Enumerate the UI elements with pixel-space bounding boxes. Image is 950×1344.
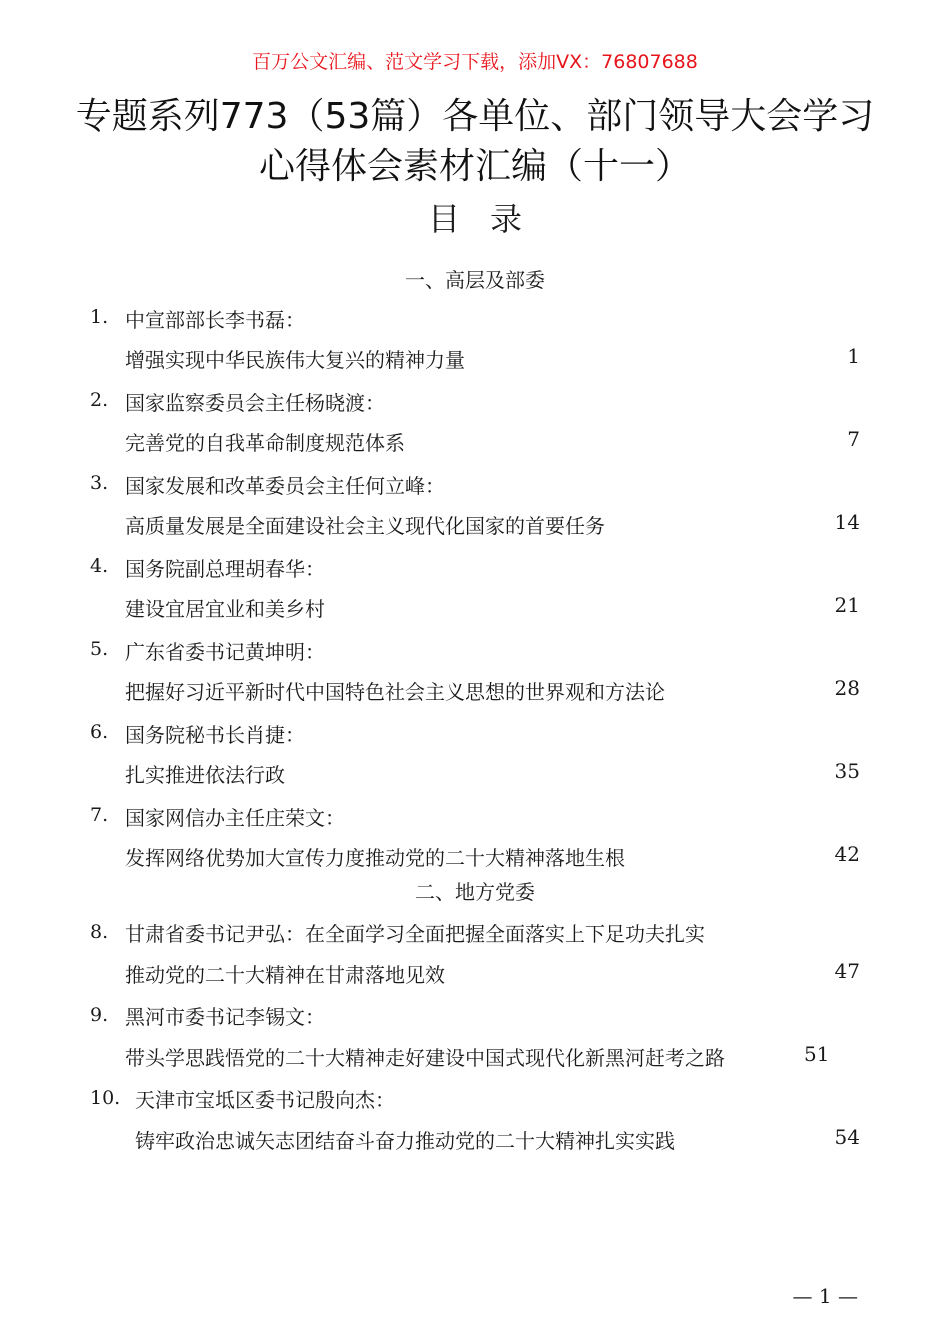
entry-page: 54 [834, 1125, 860, 1149]
section-heading: 二、地方党委 [415, 880, 535, 904]
entry-page: 21 [834, 593, 860, 617]
entry-number: 8. [90, 921, 109, 943]
entry-subtitle: 发挥网络优势加大宣传力度推动党的二十大精神落地生根 [125, 846, 625, 870]
entry-number: 6. [90, 721, 109, 743]
entry-heading: 天津市宝坻区委书记殷向杰： [135, 1088, 395, 1112]
entry-page: 42 [834, 842, 860, 866]
entry-page: 51 [804, 1042, 830, 1066]
entry-number: 1. [90, 306, 109, 328]
section-heading: 一、高层及部委 [405, 268, 545, 292]
toc-heading: 目录 [427, 200, 552, 238]
document-title-line1: 专题系列773（53篇）各单位、部门领导大会学习 [75, 96, 875, 137]
entry-subtitle: 完善党的自我革命制度规范体系 [125, 431, 405, 455]
entry-heading: 中宣部部长李书磊： [125, 308, 305, 332]
entry-subtitle: 扎实推进依法行政 [125, 763, 285, 787]
entry-number: 4. [90, 555, 109, 577]
page-number-footer: — 1 — [792, 1284, 858, 1308]
entry-heading: 国家发展和改革委员会主任何立峰： [125, 474, 445, 498]
entry-page: 28 [834, 676, 860, 700]
entry-subtitle: 高质量发展是全面建设社会主义现代化国家的首要任务 [125, 514, 605, 538]
entry-heading: 广东省委书记黄坤明： [125, 640, 325, 664]
entry-heading: 甘肃省委书记尹弘：在全面学习全面把握全面落实上下足功夫扎实 [125, 922, 705, 946]
banner-text: 百万公文汇编、范文学习下载，添加VX：76807688 [252, 51, 698, 73]
entry-number: 2. [90, 389, 109, 411]
entry-subtitle: 带头学思践悟党的二十大精神走好建设中国式现代化新黑河赶考之路 [125, 1046, 725, 1070]
entry-number: 7. [90, 804, 109, 826]
entry-number: 3. [90, 472, 109, 494]
entry-page: 14 [834, 510, 860, 534]
entry-number: 9. [90, 1004, 109, 1026]
entry-heading: 国务院秘书长肖捷： [125, 723, 305, 747]
entry-subtitle: 建设宜居宜业和美乡村 [125, 597, 325, 621]
entry-number: 5. [90, 638, 109, 660]
entry-subtitle: 增强实现中华民族伟大复兴的精神力量 [125, 348, 465, 372]
entry-page: 1 [847, 344, 860, 368]
entry-heading: 国家网信办主任庄荣文： [125, 806, 345, 830]
entry-heading: 国务院副总理胡春华： [125, 557, 325, 581]
entry-heading: 国家监察委员会主任杨晓渡： [125, 391, 385, 415]
entry-heading: 黑河市委书记李锡文： [125, 1005, 325, 1029]
entry-subtitle: 推动党的二十大精神在甘肃落地见效 [125, 963, 445, 987]
entry-number: 10. [90, 1087, 121, 1109]
entry-page: 35 [834, 759, 860, 783]
entry-page: 7 [847, 427, 860, 451]
entry-page: 47 [834, 959, 860, 983]
entry-subtitle: 把握好习近平新时代中国特色社会主义思想的世界观和方法论 [125, 680, 665, 704]
entry-subtitle: 铸牢政治忠诚矢志团结奋斗奋力推动党的二十大精神扎实实践 [135, 1129, 675, 1153]
document-title-line2: 心得体会素材汇编（十一） [258, 146, 691, 187]
